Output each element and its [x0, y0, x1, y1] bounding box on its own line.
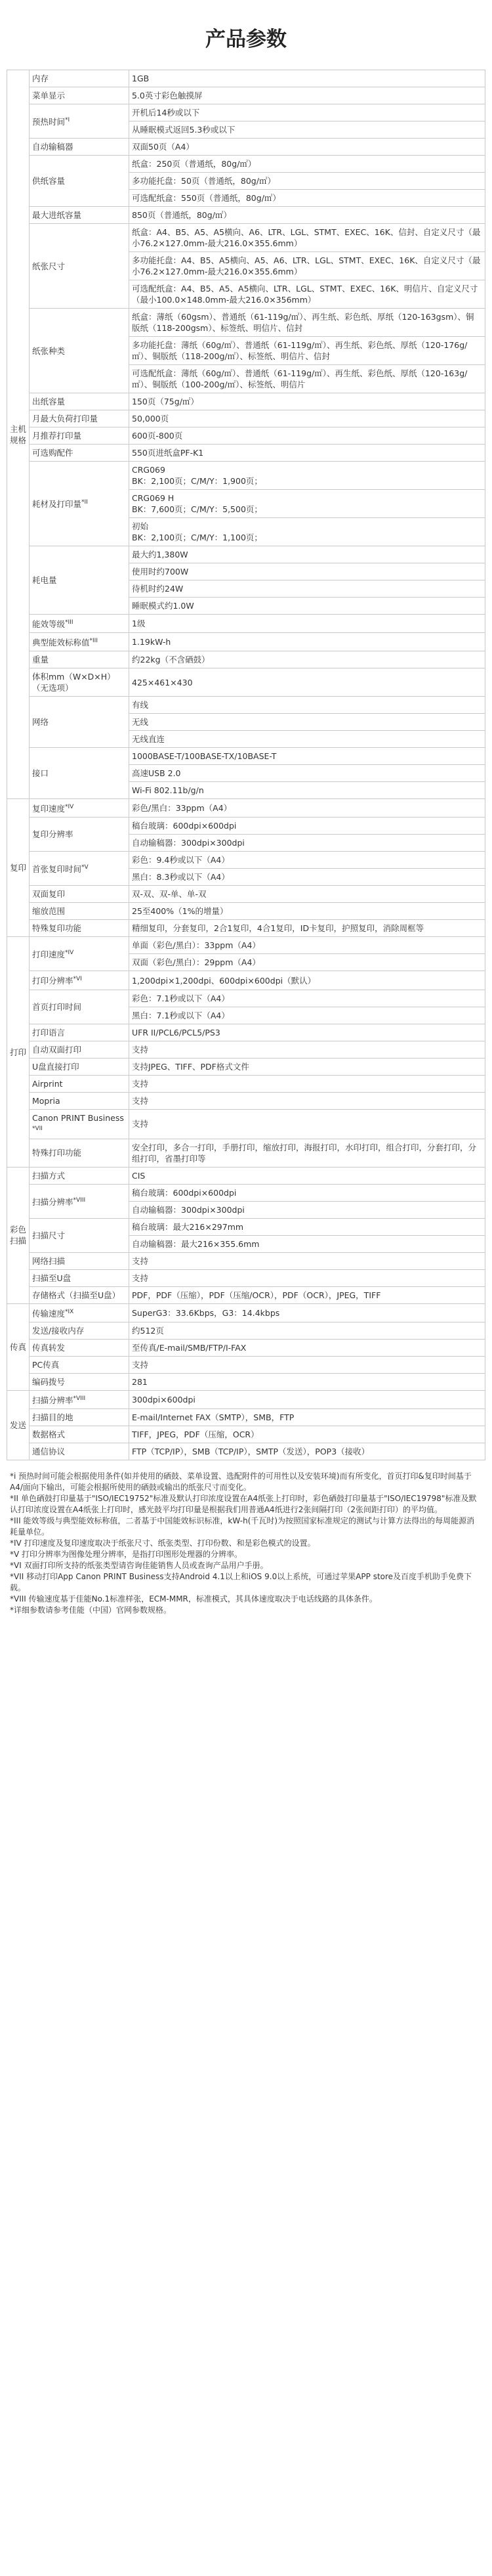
spec-row	[7, 427, 485, 445]
spec-row	[7, 546, 485, 615]
spec-label: 发送/接收内存	[30, 1322, 129, 1339]
spec-label: 复印分辨率	[30, 818, 129, 852]
spec-value	[129, 70, 485, 87]
spec-value	[129, 104, 485, 139]
spec-value-line: SuperG3：33.6Kbps，G3：14.4kbps	[132, 1307, 280, 1318]
spec-value-line: 25至400%（1%的增量）	[132, 906, 228, 917]
footnote: *VII 移动打印App Canon PRINT Business支持Android 4.1以上和iOS 9.0以上系统，可通过苹果APP store及百度手机助手免费下载。	[10, 1572, 472, 1593]
spec-value-line: TIFF，JPEG，PDF（压缩，OCR）	[132, 1430, 259, 1440]
spec-value	[129, 1139, 485, 1167]
spec-value	[129, 1109, 485, 1139]
spec-value-line: 1级	[132, 619, 146, 629]
footnote: *ⅰ 预热时间可能会根据使用条件(如并使用的硒鼓、菜单设置、选配附件的可用性以及安装环境)而有所变化，首页打印&复印时间基于A4/面向下输出，可能会根据所使用的硒鼓或输出的纸张尺寸而变化。	[10, 1472, 472, 1493]
spec-label: U盘直接打印	[30, 1058, 129, 1075]
spec-row	[7, 903, 485, 920]
spec-value-line: 双面50页（A4）	[132, 142, 194, 152]
spec-value-line: 稿台玻璃：最大216×297mm	[132, 1221, 244, 1232]
spec-value-line: 可选配纸盒：薄纸（60g/㎡）、普通纸（61-119g/㎡）、再生纸、彩色纸、厚纸（120-163g/㎡）、铜版纸（100-200g/㎡）、标签纸、明信片	[129, 364, 485, 390]
spec-value	[129, 1303, 485, 1322]
spec-value-line: 支持	[132, 1255, 149, 1266]
spec-value	[129, 1218, 485, 1252]
spec-row	[7, 852, 485, 886]
spec-value-line: 睡眠模式约1.0W	[129, 597, 485, 611]
spec-row	[7, 1269, 485, 1286]
spec-value-line: 550页进纸盒PF-K1	[132, 448, 204, 458]
spec-label: 自动双面打印	[30, 1041, 129, 1058]
spec-value-line: 自动输稿器：300dpi×300dpi	[129, 834, 485, 848]
spec-label: 网络扫描	[30, 1252, 129, 1269]
spec-value	[129, 445, 485, 462]
spec-value-line: 600页-800页	[132, 431, 183, 441]
spec-row	[7, 1184, 485, 1218]
spec-row	[7, 410, 485, 427]
spec-row	[7, 1322, 485, 1339]
spec-label: 典型能效标称值$^{*III}$	[30, 633, 129, 651]
spec-value-line: 纸盒：薄纸（60gsm）、普通纸（61-119g/㎡）、再生纸、彩色纸、厚纸（120-163gsm）、铜版纸（118-200gsm）、标签纸、明信片、信封	[132, 312, 474, 333]
spec-value	[129, 1390, 485, 1408]
spec-value	[129, 207, 485, 224]
spec-value-line: 自动输稿器：最大216×355.6mm	[129, 1235, 485, 1250]
spec-value	[129, 1426, 485, 1443]
spec-value-line: 多功能托盘：薄纸（60g/㎡）、普通纸（61-119g/㎡）、再生纸、彩色纸、厚纸（120-176g/㎡）、铜版纸（118-200g/㎡）、标签纸、明信片、信封	[129, 336, 485, 362]
page-title: 产品参数	[205, 28, 287, 51]
spec-row	[7, 651, 485, 668]
spec-value-line: 281	[132, 1376, 148, 1387]
spec-row	[7, 1339, 485, 1356]
spec-row	[7, 1109, 485, 1139]
spec-row	[7, 1390, 485, 1408]
spec-label: 月最大负荷打印量	[30, 410, 129, 427]
spec-label: 网络	[30, 697, 129, 748]
spec-label: 数据格式	[30, 1426, 129, 1443]
spec-row	[7, 748, 485, 799]
spec-value-line: 纸盒：250页（普通纸，80g/㎡）	[132, 159, 256, 169]
footnote: *IV 打印速度及复印速度取决于纸张尺寸、纸张类型、打印份数、和是彩色模式的设置。	[10, 1539, 316, 1548]
spec-value-line: 支持	[132, 1095, 149, 1106]
spec-row	[7, 818, 485, 852]
spec-value-line: 有线	[132, 700, 149, 710]
spec-label: 扫描目的地	[30, 1409, 129, 1426]
spec-value-line: 无线直连	[129, 730, 485, 745]
spec-label: 扫描分辨率$^{*VIII}$	[30, 1390, 129, 1408]
spec-value	[129, 427, 485, 445]
spec-value-line: 双面（彩色/黑白）：29ppm（A4）	[129, 953, 485, 968]
spec-value	[129, 990, 485, 1024]
group-label: 传真	[7, 1303, 30, 1390]
spec-value-line: 最大约1,380W	[132, 550, 188, 559]
spec-row	[7, 1356, 485, 1373]
spec-value	[129, 615, 485, 633]
spec-value-line: 300dpi×600dpi	[132, 1395, 195, 1405]
spec-value	[129, 1356, 485, 1373]
spec-value	[129, 87, 485, 104]
spec-value	[129, 462, 485, 546]
spec-label: 耗材及打印量$^{*II}$	[30, 462, 129, 546]
spec-value	[129, 139, 485, 156]
footnote: *V 打印分辨率为图像处理分辨率，是指打印图形处理器的分辨率。	[10, 1550, 243, 1560]
spec-value	[129, 886, 485, 903]
spec-value	[129, 1075, 485, 1092]
spec-label: 传真转发	[30, 1339, 129, 1356]
spec-label: 扫描尺寸	[30, 1218, 129, 1252]
spec-label: 特殊复印功能	[30, 920, 129, 937]
spec-label: 打印速度$^{*IV}$	[30, 937, 129, 971]
spec-label: 出纸容量	[30, 393, 129, 410]
spec-label: 自动输稿器	[30, 139, 129, 156]
spec-label: 重量	[30, 651, 129, 668]
spec-value	[129, 410, 485, 427]
group-label: 彩色扫描	[7, 1167, 30, 1303]
footnote-marker: *V	[81, 864, 89, 871]
spec-value	[129, 1092, 485, 1109]
footnotes	[10, 1471, 482, 1616]
spec-row	[7, 1303, 485, 1322]
footnote-marker: *I	[65, 116, 70, 123]
spec-label: 预热时间$^{*I}$	[30, 104, 129, 139]
spec-value-line: CRG069 H BK：7,600页；C/M/Y：5,500页；	[129, 489, 485, 515]
spec-value	[129, 852, 485, 886]
spec-row	[7, 1443, 485, 1460]
spec-row	[7, 1426, 485, 1443]
spec-row	[7, 1058, 485, 1075]
spec-value-line: 多功能托盘：50页（普通纸，80g/㎡）	[129, 172, 485, 186]
spec-table	[7, 70, 485, 1460]
spec-row	[7, 1252, 485, 1269]
spec-value-line: 1,200dpi×1,200dpi、600dpi×600dpi（默认）	[132, 975, 316, 986]
spec-label: 首页打印时间	[30, 990, 129, 1024]
spec-value-line: 彩色/黑白：33ppm（A4）	[132, 803, 232, 814]
group-label: 打印	[7, 937, 30, 1167]
spec-value-line: 可选配纸盒：550页（普通纸，80g/㎡）	[129, 189, 485, 204]
spec-row	[7, 920, 485, 937]
spec-value	[129, 1286, 485, 1303]
footnote-marker: *III	[65, 619, 73, 626]
spec-row	[7, 1024, 485, 1041]
footnote-marker: *IV	[65, 950, 74, 957]
spec-value	[129, 1252, 485, 1269]
spec-label: 打印分辨率$^{*VI}$	[30, 971, 129, 990]
spec-label: 扫描分辨率$^{*VIII}$	[30, 1184, 129, 1218]
spec-value-line: 多功能托盘：A4、B5、A5横向、A5、A6、LTR、LGL、STMT、EXEC、16K、自定义尺寸（最小76.2×127.0mm-最大216.0×355.6mm）	[129, 251, 485, 277]
spec-value-line: 支持	[132, 1078, 149, 1089]
spec-value-line: CIS	[132, 1170, 146, 1181]
spec-value-line: 单面（彩色/黑白）：33ppm（A4）	[132, 940, 260, 951]
spec-label: 打印语言	[30, 1024, 129, 1041]
spec-value-line: 约512页	[132, 1325, 164, 1336]
spec-value	[129, 1058, 485, 1075]
spec-label: Mopria	[30, 1092, 129, 1109]
spec-value	[129, 1373, 485, 1390]
spec-value	[129, 937, 485, 971]
spec-row	[7, 393, 485, 410]
spec-value-line: 1GB	[132, 74, 150, 83]
spec-value-line: 1.19kW-h	[132, 637, 171, 647]
spec-row	[7, 224, 485, 309]
spec-value-line: 高速USB 2.0	[129, 764, 485, 779]
footnote: *VI 双面打印所支持的纸张类型请咨询佳能销售人员或查询产品用户手册。	[10, 1561, 268, 1571]
spec-label: 首张复印时间$^{*V}$	[30, 852, 129, 886]
spec-value	[129, 668, 485, 697]
spec-row	[7, 104, 485, 139]
spec-value-line: 使用时约700W	[129, 563, 485, 577]
spec-value	[129, 1409, 485, 1426]
spec-row	[7, 445, 485, 462]
spec-row	[7, 697, 485, 748]
spec-value	[129, 748, 485, 799]
spec-row	[7, 886, 485, 903]
spec-row	[7, 1409, 485, 1426]
spec-label: 缩放范围	[30, 903, 129, 920]
footnote: *III 能效等级与典型能效标称值，二者基于中国能效标识标准，kW-h(千瓦时)为按照国家标准规定的测试与计算方法得出的每周能源消耗量单位。	[10, 1516, 475, 1537]
spec-value	[129, 546, 485, 615]
spec-value-line: 彩色：9.4秒或以下（A4）	[132, 855, 230, 865]
spec-row	[7, 1218, 485, 1252]
group-label: 复印	[7, 799, 30, 937]
spec-value-line: 支持JPEG、TIFF、PDF格式文件	[132, 1061, 249, 1072]
spec-label: PC传真	[30, 1356, 129, 1373]
spec-label: 菜单显示	[30, 87, 129, 104]
spec-label: 体积mm（W×D×H）（无选项）	[30, 668, 129, 697]
spec-value-line: FTP（TCP/IP），SMB（TCP/IP），SMTP（发送），POP3（接收）	[132, 1447, 370, 1457]
spec-row	[7, 156, 485, 207]
spec-label: 特殊打印功能	[30, 1139, 129, 1167]
footnote: *详细参数请参考佳能（中国）官网参数规格。	[10, 1605, 172, 1615]
spec-value-line: 850页（普通纸，80g/㎡）	[132, 210, 232, 220]
footnote-marker: *IV	[65, 804, 74, 811]
spec-value-line: 双-双、双-单、单-双	[132, 889, 207, 900]
spec-value-line: UFR II/PCL6/PCL5/PS3	[132, 1027, 220, 1037]
spec-value	[129, 651, 485, 668]
spec-value-line: Wi-Fi 802.11b/g/n	[129, 781, 485, 796]
footnote-marker: *VIII	[73, 1395, 86, 1402]
spec-value-line: 彩色：7.1秒或以下（A4）	[132, 993, 230, 1003]
spec-label: 传输速度$^{*IX}$	[30, 1303, 129, 1322]
spec-label: 可选购配件	[30, 445, 129, 462]
spec-row	[7, 971, 485, 990]
spec-row	[7, 633, 485, 651]
spec-value	[129, 1269, 485, 1286]
spec-value-line: 纸盒：A4、B5、A5、A5横向、A6、LTR、LGL、STMT、EXEC、16K、信封、自定义尺寸（最小76.2×127.0mm-最大216.0×355.6mm）	[132, 227, 481, 248]
spec-value-line: 支持	[132, 1359, 149, 1370]
spec-label: 内存	[30, 70, 129, 87]
spec-value	[129, 1167, 485, 1184]
footnote-marker: *III	[89, 638, 98, 645]
spec-value-line: 5.0英寸彩色触摸屏	[132, 91, 203, 100]
spec-value-line: 开机后14秒或以下	[132, 108, 200, 118]
spec-value	[129, 1322, 485, 1339]
spec-value-line: 150页（75g/㎡）	[132, 397, 199, 406]
footnote-marker: *II	[81, 499, 88, 506]
spec-label: 月推荐打印量	[30, 427, 129, 445]
spec-value	[129, 1443, 485, 1460]
spec-label: 纸张尺寸	[30, 224, 129, 309]
footnote: *II 单色硒鼓打印量基于"ISO/IEC19752"标准及默认打印浓度设置在A4纸张上打印时，彩色硒鼓打印量基于"ISO/IEC19798"标准及默认打印浓度设置在A4纸张上打印时，感光鼓平均打印量是根据我们用普通A4纸进行2张间隔打印（2张间距打印）的平均值。	[10, 1494, 477, 1515]
spec-value	[129, 309, 485, 393]
spec-row	[7, 668, 485, 697]
spec-value	[129, 697, 485, 748]
footnote-marker: *VIII	[73, 1196, 86, 1204]
spec-row	[7, 799, 485, 818]
footnote-marker: *IX	[65, 1308, 74, 1315]
spec-value-line: 可选配纸盒：A4、B5、A5、A5横向、LTR、LGL、STMT、EXEC、16K、明信片、自定义尺寸（最小100.0×148.0mm-最大216.0×356mm）	[129, 280, 485, 305]
spec-value	[129, 1041, 485, 1058]
footnote-marker: *VII	[32, 1125, 43, 1132]
spec-value	[129, 903, 485, 920]
spec-row	[7, 1075, 485, 1092]
spec-label: 双面复印	[30, 886, 129, 903]
spec-label: 扫描方式	[30, 1167, 129, 1184]
footnote: *VIII 传输速度基于佳能No.1标准样张，ECM-MMR，标准模式，其具体速度取决于电话线路的具体条件。	[10, 1594, 377, 1604]
footnote-marker: *VI	[73, 976, 82, 983]
spec-value-line: 稿台玻璃：600dpi×600dpi	[132, 821, 237, 831]
spec-value	[129, 818, 485, 852]
spec-value-line: 黑白：7.1秒或以下（A4）	[129, 1007, 485, 1021]
spec-label: 通信协议	[30, 1443, 129, 1460]
spec-label: Airprint	[30, 1075, 129, 1092]
spec-value-line: 至传真/E-mail/SMB/FTP/I-FAX	[132, 1342, 247, 1353]
spec-row	[7, 1373, 485, 1390]
spec-value	[129, 224, 485, 309]
spec-label: 存储格式（扫描至U盘）	[30, 1286, 129, 1303]
spec-row	[7, 70, 485, 87]
spec-row	[7, 1139, 485, 1167]
spec-row	[7, 1286, 485, 1303]
spec-label: 复印速度$^{*IV}$	[30, 799, 129, 818]
spec-value-line: 50,000页	[132, 414, 169, 424]
spec-value	[129, 971, 485, 990]
spec-row	[7, 139, 485, 156]
spec-value-line: 支持	[132, 1044, 149, 1055]
spec-value	[129, 393, 485, 410]
spec-label: 扫描至U盘	[30, 1269, 129, 1286]
spec-value	[129, 633, 485, 651]
group-label: 发送	[7, 1390, 30, 1460]
spec-label: Canon PRINT Business$^{*VII}$	[30, 1109, 129, 1139]
spec-row	[7, 990, 485, 1024]
spec-value	[129, 1184, 485, 1218]
spec-value-line: 支持	[132, 1273, 149, 1283]
spec-row	[7, 462, 485, 546]
spec-value-line: 支持	[132, 1119, 149, 1129]
spec-label: 能效等级$^{*III}$	[30, 615, 129, 633]
spec-label: 供纸容量	[30, 156, 129, 207]
group-label: 主机规格	[7, 70, 30, 799]
spec-value-line: 1000BASE-T/100BASE-TX/10BASE-T	[132, 751, 277, 762]
spec-value-line: 从睡眠模式返回5.3秒或以下	[129, 121, 485, 135]
spec-value-line: 425×461×430	[132, 677, 193, 688]
spec-row	[7, 1092, 485, 1109]
spec-value	[129, 1024, 485, 1041]
spec-label: 纸张种类	[30, 309, 129, 393]
spec-value	[129, 156, 485, 207]
spec-value	[129, 1339, 485, 1356]
spec-label: 最大进纸容量	[30, 207, 129, 224]
spec-value	[129, 799, 485, 818]
spec-label: 编码拨号	[30, 1373, 129, 1390]
spec-label: 接口	[30, 748, 129, 799]
spec-value-line: 安全打印，多合一打印，手册打印，缩放打印，海报打印，水印打印，组合打印，分套打印，分组打印，省墨打印等	[132, 1142, 477, 1164]
spec-value	[129, 920, 485, 937]
spec-value-line: 黑白：8.3秒或以下（A4）	[129, 868, 485, 883]
spec-row	[7, 937, 485, 971]
spec-row	[7, 309, 485, 393]
spec-row	[7, 1041, 485, 1058]
spec-value-line: 无线	[129, 713, 485, 728]
spec-value-line: 初始 BK：2,100页；C/M/Y：1,100页；	[129, 517, 485, 543]
spec-value-line: CRG069 BK：2,100页；C/M/Y：1,900页；	[132, 465, 262, 486]
spec-value-line: 约22kg（不含硒鼓）	[132, 655, 210, 665]
spec-value-line: 待机时约24W	[129, 580, 485, 594]
spec-value-line: 自动输稿器：300dpi×300dpi	[129, 1201, 485, 1215]
spec-row	[7, 1167, 485, 1184]
spec-value-line: E-mail/Internet FAX（SMTP），SMB，FTP	[132, 1412, 295, 1423]
spec-value-line: 稿台玻璃：600dpi×600dpi	[132, 1187, 237, 1198]
spec-label: 耗电量	[30, 546, 129, 615]
spec-row	[7, 615, 485, 633]
spec-value-line: PDF，PDF（压缩），PDF（压缩/OCR），PDF（OCR），JPEG，TIFF	[132, 1290, 381, 1300]
spec-value-line: 精细复印，分套复印，2合1复印，4合1复印，ID卡复印，护照复印，消除周框等	[132, 923, 424, 934]
spec-row	[7, 207, 485, 224]
spec-row	[7, 87, 485, 104]
